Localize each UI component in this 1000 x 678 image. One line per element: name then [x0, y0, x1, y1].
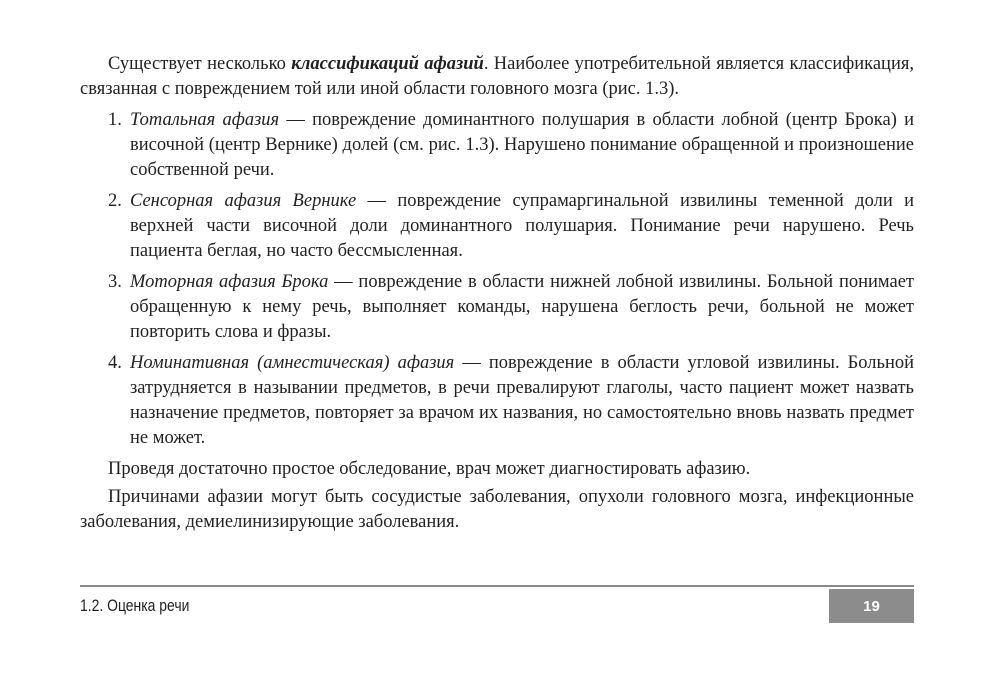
- list-item: [80, 189, 914, 264]
- intro-text-after: . Наиболее употребительной является классификация, связанная с повреждением той или иной области головного мозга (рис. 1.3).: [80, 54, 914, 99]
- list-item-term: Тотальная афазия: [130, 110, 280, 130]
- intro-text-before: Существует несколько: [108, 54, 292, 74]
- intro-term: классификаций афазий: [291, 54, 484, 74]
- page-number-badge: [829, 589, 914, 623]
- footer-section-title: 1.2. Оценка речи: [80, 596, 190, 615]
- list-item-term: Моторная афазия Брока: [130, 272, 329, 292]
- aphasia-classification-list: [80, 108, 914, 451]
- list-item-term: Номинативная (амнестическая) афазия: [130, 353, 455, 373]
- diagnosis-paragraph: Проведя достаточно простое обследование, врач может диагностировать афазию.: [108, 459, 751, 479]
- list-item-number: 2.: [108, 191, 122, 211]
- list-item: [80, 351, 914, 451]
- list-item-number: 3.: [108, 272, 122, 292]
- list-item-number: 4.: [108, 353, 122, 373]
- list-item-text: — повреждение супрамаргинальной извилины теменной доли и верхней части височной доли доминантного полушария. Понимание речи нарушено. Речь пациента беглая, но часто бессмысленная.: [130, 191, 914, 261]
- list-item-term: Сенсорная афазия Вернике: [130, 191, 357, 211]
- footer-divider: [80, 585, 914, 587]
- list-item-text: — повреждение в области угловой извилины. Больной затрудняется в назывании предметов, в речи превалируют глаголы, часто пациент может назвать назначение предметов, повторяет за врачом их названия, но самостоятельно вновь назвать предмет не может.: [130, 353, 914, 448]
- list-item-number: 1.: [108, 110, 122, 130]
- page-number: 19: [863, 597, 880, 615]
- page-body: [80, 52, 914, 535]
- causes-paragraph: Причинами афазии могут быть сосудистые заболевания, опухоли головного мозга, инфекционные заболевания, демиелинизирующие заболевания.: [80, 487, 914, 532]
- list-item-text: — повреждение доминантного полушария в области лобной (центр Брока) и височной (центр Вернике) долей (см. рис. 1.3). Нарушено понимание обращенной и произношение собственной речи.: [130, 110, 914, 180]
- list-item: [80, 108, 914, 183]
- intro-paragraph: [80, 52, 914, 102]
- list-item: [80, 270, 914, 345]
- list-item-text: — повреждение в области нижней лобной извилины. Больной понимает обращенную к нему речь, выполняет команды, нарушена беглость речи, больной не может повторить слова и фразы.: [130, 272, 915, 342]
